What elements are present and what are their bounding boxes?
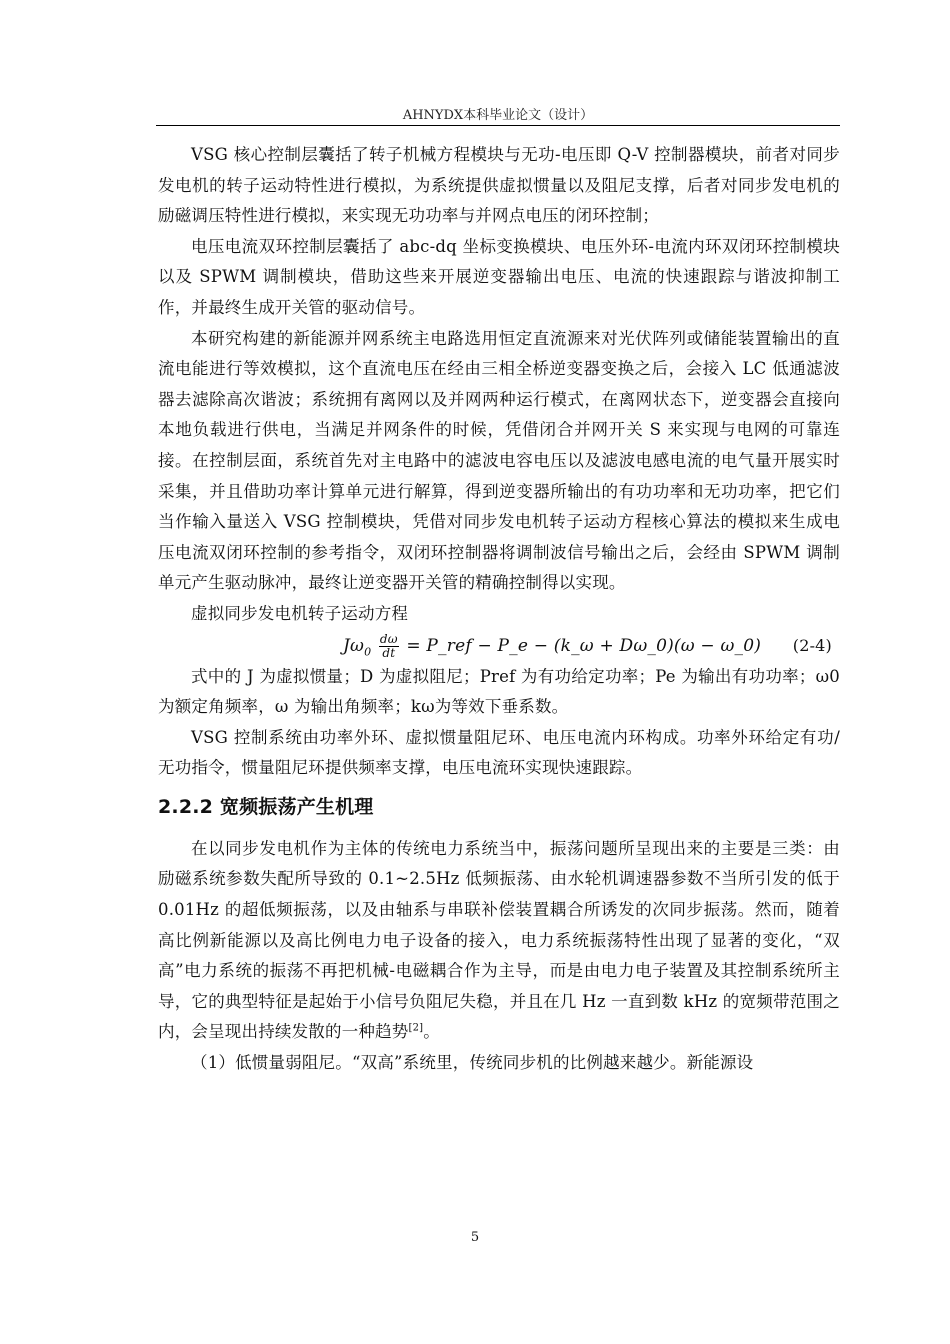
equation-2-4 (158, 630, 840, 662)
header-rule (156, 125, 840, 126)
page-number: 5 (470, 1230, 480, 1245)
equation-lhs: Jω (343, 635, 365, 656)
section-heading: 2.2.2 宽频振荡产生机理 (158, 795, 374, 818)
fraction-denominator: dt (382, 645, 396, 660)
paragraph-oscillation-text: 在以同步发电机作为主体的传统电力系统当中，振荡问题所呈现出来的主要是三类：由励磁系统参数失配所导致的 0.1~2.5Hz 低频振荡、由水轮机调速器参数不当所引发的低于 0.01Hz 的超低频振荡，以及由轴系与串联补偿装置耦合所诱发的次同步振荡。然而，随着高比例新能源以及高比例电力电子设备的接入，电力系统振荡特性出现了显著的变化，“双高”电力系统的振荡不再把机械-电磁耦合作为主导，而是由电力电子装置及其控制系统所主导，它的典型特征是起始于小信号负阻尼失稳，并且在几 Hz 一直到数 kHz 的宽频带范围之内，会呈现出持续发散的一种趋势 (158, 838, 840, 1042)
paragraph-dual-loop: 电压电流双环控制层囊括了 abc-dq 坐标变换模块、电压外环-电流内环双闭环控制模块以及 SPWM 调制模块，借助这些来开展逆变器输出电压、电流的快速跟踪与谐波抑制工作，并最终生成开关管的驱动信号。 (158, 236, 840, 317)
page-body (158, 140, 840, 1079)
paragraph-equation-intro: 虚拟同步发电机转子运动方程 (191, 603, 409, 623)
equation-body (343, 630, 761, 668)
citation-ref: [2] (408, 1022, 424, 1034)
paragraph-oscillation-end: 。 (423, 1022, 440, 1042)
equation-rhs: = P_ref − P_e − (k_ω + Dω_0)(ω − ω_0) (406, 635, 762, 656)
paragraph-low-inertia: （1）低惯量弱阻尼。“双高”系统里，传统同步机的比例越来越少。新能源设 (191, 1053, 754, 1073)
paragraph-main-circuit: 本研究构建的新能源并网系统主电路选用恒定直流源来对光伏阵列或储能装置输出的直流电能进行等效模拟，这个直流电压在经由三相全桥逆变器变换之后，会接入 LC 低通滤波器去滤除高次谐波；系统拥有离网以及并网两种运行模式，在离网状态下，逆变器会直接向本地负载进行供电，当满足并网条件的时候，凭借闭合并网开关 S 来实现与电网的可靠连接。在控制层面，系统首先对主电路中的滤波电容电压以及滤波电感电流的电气量开展实时采集，并且借助功率计算单元进行解算，得到逆变器所输出的有功功率和无功功率，把它们当作输入量送入 VSG 控制模块，凭借对同步发电机转子运动方程核心算法的模拟来生成电压电流双闭环控制的参考指令，双闭环控制器将调制波信号输出之后，会经由 SPWM 调制单元产生驱动脉冲，最终让逆变器开关管的精确控制得以实现。 (158, 328, 840, 593)
equation-fraction (379, 633, 399, 660)
equation-lhs-sub: 0 (364, 644, 372, 658)
paragraph-variable-definitions: 式中的 J 为虚拟惯量；D 为虚拟阻尼；Pref 为有功给定功率；Pe 为输出有功功率；ω0 为额定角频率，ω 为输出角频率；kω为等效下垂系数。 (158, 666, 840, 717)
paragraph-oscillation (158, 834, 840, 1048)
equation-number: (2-4) (792, 635, 832, 655)
paragraph-vsg-core: VSG 核心控制层囊括了转子机械方程模块与无功-电压即 Q-V 控制器模块，前者对同步发电机的转子运动特性进行模拟，为系统提供虚拟惯量以及阻尼支撑，后者对同步发电机的励磁调压特性进行模拟，来实现无功功率与并网点电压的闭环控制； (158, 145, 840, 226)
page-header: AHNYDX本科毕业论文（设计） (402, 108, 594, 123)
fraction-numerator: dω (379, 631, 398, 646)
paragraph-vsg-structure: VSG 控制系统由功率外环、虚拟惯量阻尼环、电压电流内环构成。功率外环给定有功/无功指令，惯量阻尼环提供频率支撑，电压电流环实现快速跟踪。 (158, 727, 840, 778)
